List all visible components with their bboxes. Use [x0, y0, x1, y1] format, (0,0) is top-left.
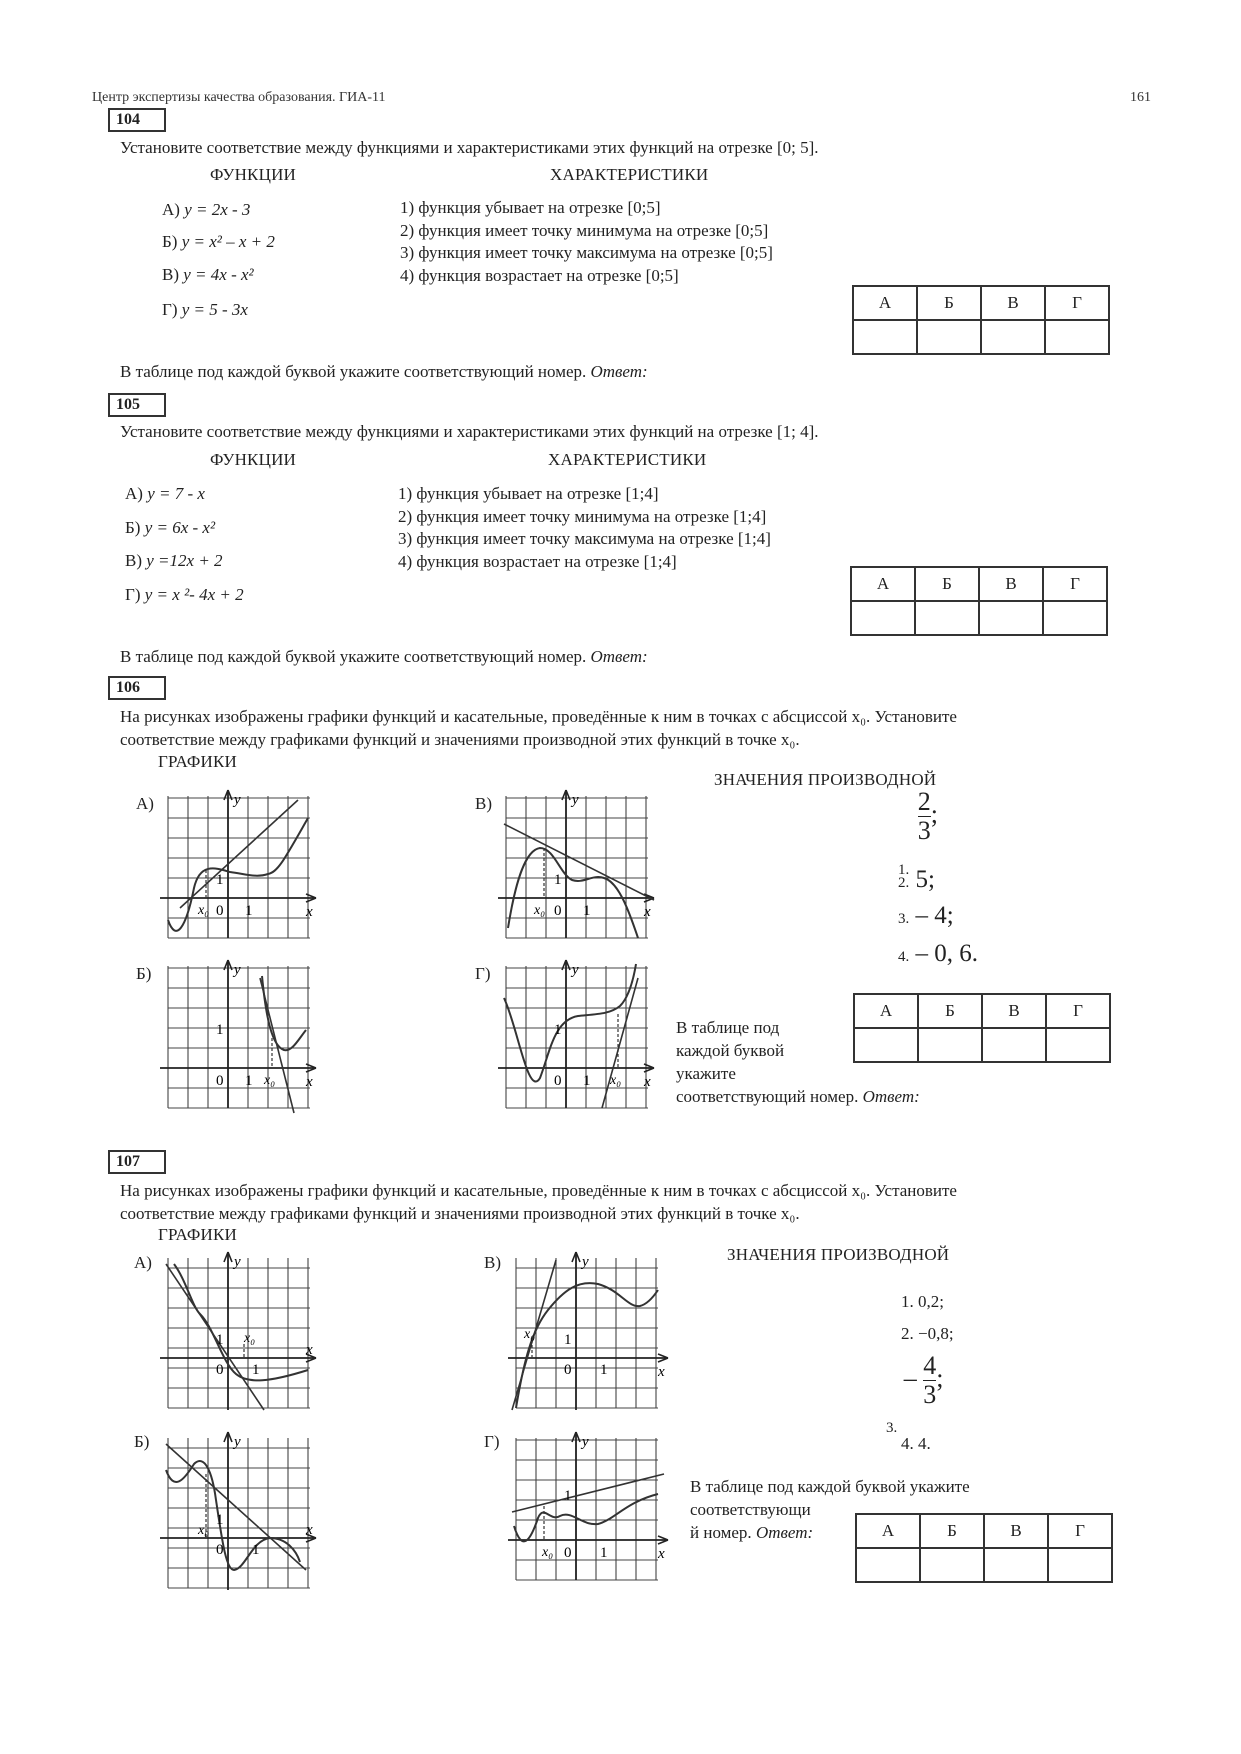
graph-106-a	[160, 788, 320, 953]
table-header-b: Б	[920, 1514, 984, 1548]
graph-label-b: Б)	[134, 1432, 150, 1451]
x-axis-label: x	[306, 1342, 313, 1358]
derivative-value-3: 3. – 4;	[898, 902, 954, 929]
problem-106-task-line2: соответствие между графиками функций и значениями производной этих функций в точке x₀.	[120, 730, 800, 749]
answer-cell-a[interactable]	[856, 1548, 920, 1582]
grid	[516, 1258, 658, 1408]
derivative-value-4: 4. – 0, 6.	[898, 940, 978, 967]
table-header-g: Г	[1043, 567, 1107, 601]
one-x-label: 1	[245, 1073, 253, 1089]
x0-label: x₀	[198, 1523, 210, 1538]
x0-label: x₀	[610, 1073, 622, 1088]
grid	[516, 1438, 658, 1580]
answer-table-107	[855, 1513, 1113, 1583]
function-v: В) y = 4x - x²	[162, 265, 254, 284]
y-axis-label: y	[572, 962, 579, 978]
x-axis-label: x	[306, 904, 313, 920]
table-header-a: А	[851, 567, 915, 601]
x0-label: x₀	[244, 1331, 256, 1346]
tangent-line	[260, 978, 294, 1113]
graph-106-v	[498, 788, 658, 953]
answer-cell-v[interactable]	[979, 601, 1043, 635]
derivative-value-4: 4. 4.	[901, 1434, 931, 1453]
answer-cell-v[interactable]	[981, 320, 1045, 354]
function-curve	[504, 964, 636, 1082]
zero-label: 0	[554, 1073, 562, 1089]
table-header-a: А	[856, 1514, 920, 1548]
y-axis-label: y	[234, 1254, 241, 1270]
answer-cell-b[interactable]	[918, 1028, 982, 1062]
one-label: 1	[216, 872, 224, 888]
function-curve	[166, 1461, 300, 1570]
tangent-line	[180, 800, 298, 908]
axes	[160, 960, 316, 1108]
problem-104-task: Установите соответствие между функциями и характеристиками этих функций на отрезке [0; 5].	[120, 138, 819, 157]
characteristics-heading: ХАРАКТЕРИСТИКИ	[548, 450, 707, 469]
function-curve	[516, 1283, 658, 1408]
y-axis-label: y	[234, 792, 241, 808]
grid	[168, 1438, 310, 1588]
one-x-label: 1	[583, 1073, 591, 1089]
y-axis-label: y	[572, 792, 579, 808]
x0-label: x₀	[524, 1327, 536, 1342]
function-v: В) y =12x + 2	[125, 551, 223, 570]
table-header-b: Б	[917, 286, 981, 320]
zero-label: 0	[216, 1073, 224, 1089]
characteristic-3: 3) функция имеет точку максимума на отрезке [0;5]	[400, 243, 773, 262]
answer-cell-v[interactable]	[982, 1028, 1046, 1062]
one-label: 1	[564, 1488, 572, 1504]
y-axis-label: y	[234, 962, 241, 978]
function-g: Г) y = 5 - 3x	[162, 300, 248, 319]
function-curve	[168, 818, 308, 931]
answer-cell-b[interactable]	[915, 601, 979, 635]
x0-label: x₀	[534, 903, 546, 918]
axes	[160, 790, 316, 938]
one-label: 1	[216, 1512, 224, 1528]
table-header-b: Б	[915, 567, 979, 601]
instruction-105: В таблице под каждой буквой укажите соответствующий номер. Ответ:	[120, 647, 648, 666]
answer-table-104	[852, 285, 1110, 355]
one-x-label: 1	[600, 1545, 608, 1561]
axes	[498, 960, 654, 1108]
table-header-g: Г	[1046, 994, 1110, 1028]
derivative-value-1: 1. 0,2;	[901, 1292, 944, 1311]
characteristic-2: 2) функция имеет точку минимума на отрезке [1;4]	[398, 507, 767, 526]
graph-107-g	[508, 1430, 673, 1595]
zero-label: 0	[564, 1362, 572, 1378]
running-header: Центр экспертизы качества образования. ГИА-11	[92, 90, 386, 105]
characteristic-3: 3) функция имеет точку максимума на отрезке [1;4]	[398, 529, 771, 548]
zero-label: 0	[216, 903, 224, 919]
answer-cell-b[interactable]	[920, 1548, 984, 1582]
answer-cell-a[interactable]	[853, 320, 917, 354]
problem-107-task-line1: На рисунках изображены графики функций и касательные, проведённые к ним в точках с абсциссой x₀. Установите	[120, 1181, 957, 1200]
one-x-label: 1	[252, 1542, 260, 1558]
answer-cell-b[interactable]	[917, 320, 981, 354]
answer-cell-a[interactable]	[851, 601, 915, 635]
answer-cell-v[interactable]	[984, 1548, 1048, 1582]
function-b: Б) y = x² – x + 2	[162, 232, 275, 251]
graph-label-a: А)	[136, 794, 154, 813]
graph-label-g: Г)	[475, 964, 491, 983]
grid	[168, 1258, 310, 1408]
x0-label: x₀	[264, 1073, 276, 1088]
x-axis-label: x	[306, 1522, 313, 1538]
characteristic-4: 4) функция возрастает на отрезке [1;4]	[398, 552, 677, 571]
derivative-value-3: $_{3.}$ – $\frac{4}{3}$ ;	[886, 1351, 944, 1437]
one-x-label: 1	[252, 1362, 260, 1378]
one-label: 1	[216, 1332, 224, 1348]
page-number: 161	[1130, 90, 1151, 105]
graphs-heading: ГРАФИКИ	[158, 1225, 238, 1244]
graphs-heading: ГРАФИКИ	[158, 752, 238, 771]
table-header-a: А	[854, 994, 918, 1028]
x0-label: x₀	[542, 1545, 554, 1560]
x-axis-label: x	[658, 1364, 665, 1380]
instruction-104: В таблице под каждой буквой укажите соответствующий номер. Ответ:	[120, 362, 648, 381]
graph-label-v: В)	[475, 794, 492, 813]
derivative-value-2: 2. 5;	[898, 866, 935, 893]
axes	[508, 1432, 668, 1580]
graph-label-a: А)	[134, 1253, 152, 1272]
y-axis-label: y	[234, 1434, 241, 1450]
one-label: 1	[554, 872, 562, 888]
function-a: А) y = 2x - 3	[162, 200, 251, 219]
graph-107-v	[508, 1250, 673, 1420]
x-axis-label: x	[644, 904, 651, 920]
functions-heading: ФУНКЦИИ	[210, 165, 297, 184]
graph-106-b	[160, 958, 320, 1123]
table-header-v: В	[984, 1514, 1048, 1548]
derivative-values-heading: ЗНАЧЕНИЯ ПРОИЗВОДНОЙ	[727, 1245, 950, 1264]
problem-number-107: 107	[108, 1150, 166, 1174]
graph-107-a	[160, 1250, 320, 1420]
answer-cell-g[interactable]	[1048, 1548, 1112, 1582]
function-g: Г) y = x ²- 4x + 2	[125, 585, 244, 604]
one-label: 1	[554, 1022, 562, 1038]
zero-label: 0	[216, 1362, 224, 1378]
instruction-106: В таблице под каждой буквой укажите соответствующий номер. Ответ:	[676, 1018, 920, 1106]
answer-table-105	[850, 566, 1108, 636]
graph-107-b	[160, 1430, 320, 1600]
characteristic-4: 4) функция возрастает на отрезке [0;5]	[400, 266, 679, 285]
table-header-v: В	[982, 994, 1046, 1028]
x-axis-label: x	[306, 1074, 313, 1090]
one-x-label: 1	[583, 903, 591, 919]
grid	[506, 796, 648, 938]
derivative-values-heading: ЗНАЧЕНИЯ ПРОИЗВОДНОЙ	[714, 770, 937, 789]
table-header-v: В	[981, 286, 1045, 320]
function-b: Б) y = 6x - x²	[125, 518, 216, 537]
x-axis-label: x	[644, 1074, 651, 1090]
grid	[168, 796, 310, 938]
axes	[160, 1252, 316, 1410]
problem-106-task-line1: На рисунках изображены графики функций и касательные, проведённые к ним в точках с абсциссой x₀. Установите	[120, 707, 957, 726]
characteristic-1: 1) функция убывает на отрезке [1;4]	[398, 484, 659, 503]
functions-heading: ФУНКЦИИ	[210, 450, 297, 469]
graph-label-g: Г)	[484, 1432, 500, 1451]
problem-number-105: 105	[108, 393, 166, 417]
grid	[506, 966, 648, 1108]
one-label: 1	[216, 1022, 224, 1038]
one-label: 1	[564, 1332, 572, 1348]
graph-106-g	[498, 958, 658, 1123]
y-axis-label: y	[582, 1434, 589, 1450]
problem-number-106: 106	[108, 676, 166, 700]
one-x-label: 1	[245, 903, 253, 919]
graph-label-v: В)	[484, 1253, 501, 1272]
axes	[160, 1432, 316, 1590]
table-header-g: Г	[1045, 286, 1109, 320]
one-x-label: 1	[600, 1362, 608, 1378]
characteristics-heading: ХАРАКТЕРИСТИКИ	[550, 165, 709, 184]
instruction-107: В таблице под каждой буквой укажите соответствующи й номер. Ответ:	[690, 1477, 970, 1542]
characteristic-1: 1) функция убывает на отрезке [0;5]	[400, 198, 661, 217]
grid	[168, 966, 310, 1108]
table-header-v: В	[979, 567, 1043, 601]
y-axis-label: y	[582, 1254, 589, 1270]
derivative-value-1: $_{1.}$ $\frac{2}{3}$ ;	[898, 787, 938, 879]
problem-105-task: Установите соответствие между функциями и характеристиками этих функций на отрезке [1; 4].	[120, 422, 819, 441]
table-header-b: Б	[918, 994, 982, 1028]
x0-label: x₀	[198, 903, 210, 918]
table-header-a: А	[853, 286, 917, 320]
zero-label: 0	[554, 903, 562, 919]
table-header-g: Г	[1048, 1514, 1112, 1548]
function-a: А) y = 7 - x	[125, 484, 205, 503]
function-curve	[508, 848, 638, 938]
answer-cell-g[interactable]	[1045, 320, 1109, 354]
tangent-line	[166, 1444, 306, 1570]
x-axis-label: x	[658, 1546, 665, 1562]
derivative-value-2: 2. −0,8;	[901, 1324, 954, 1343]
problem-number-104: 104	[108, 108, 166, 132]
graph-label-b: Б)	[136, 964, 152, 983]
problem-107-task-line2: соответствие между графиками функций и значениями производной этих функций в точке x₀.	[120, 1204, 800, 1223]
answer-cell-g[interactable]	[1043, 601, 1107, 635]
zero-label: 0	[216, 1542, 224, 1558]
zero-label: 0	[564, 1545, 572, 1561]
answer-cell-g[interactable]	[1046, 1028, 1110, 1062]
characteristic-2: 2) функция имеет точку минимума на отрезке [0;5]	[400, 221, 769, 240]
